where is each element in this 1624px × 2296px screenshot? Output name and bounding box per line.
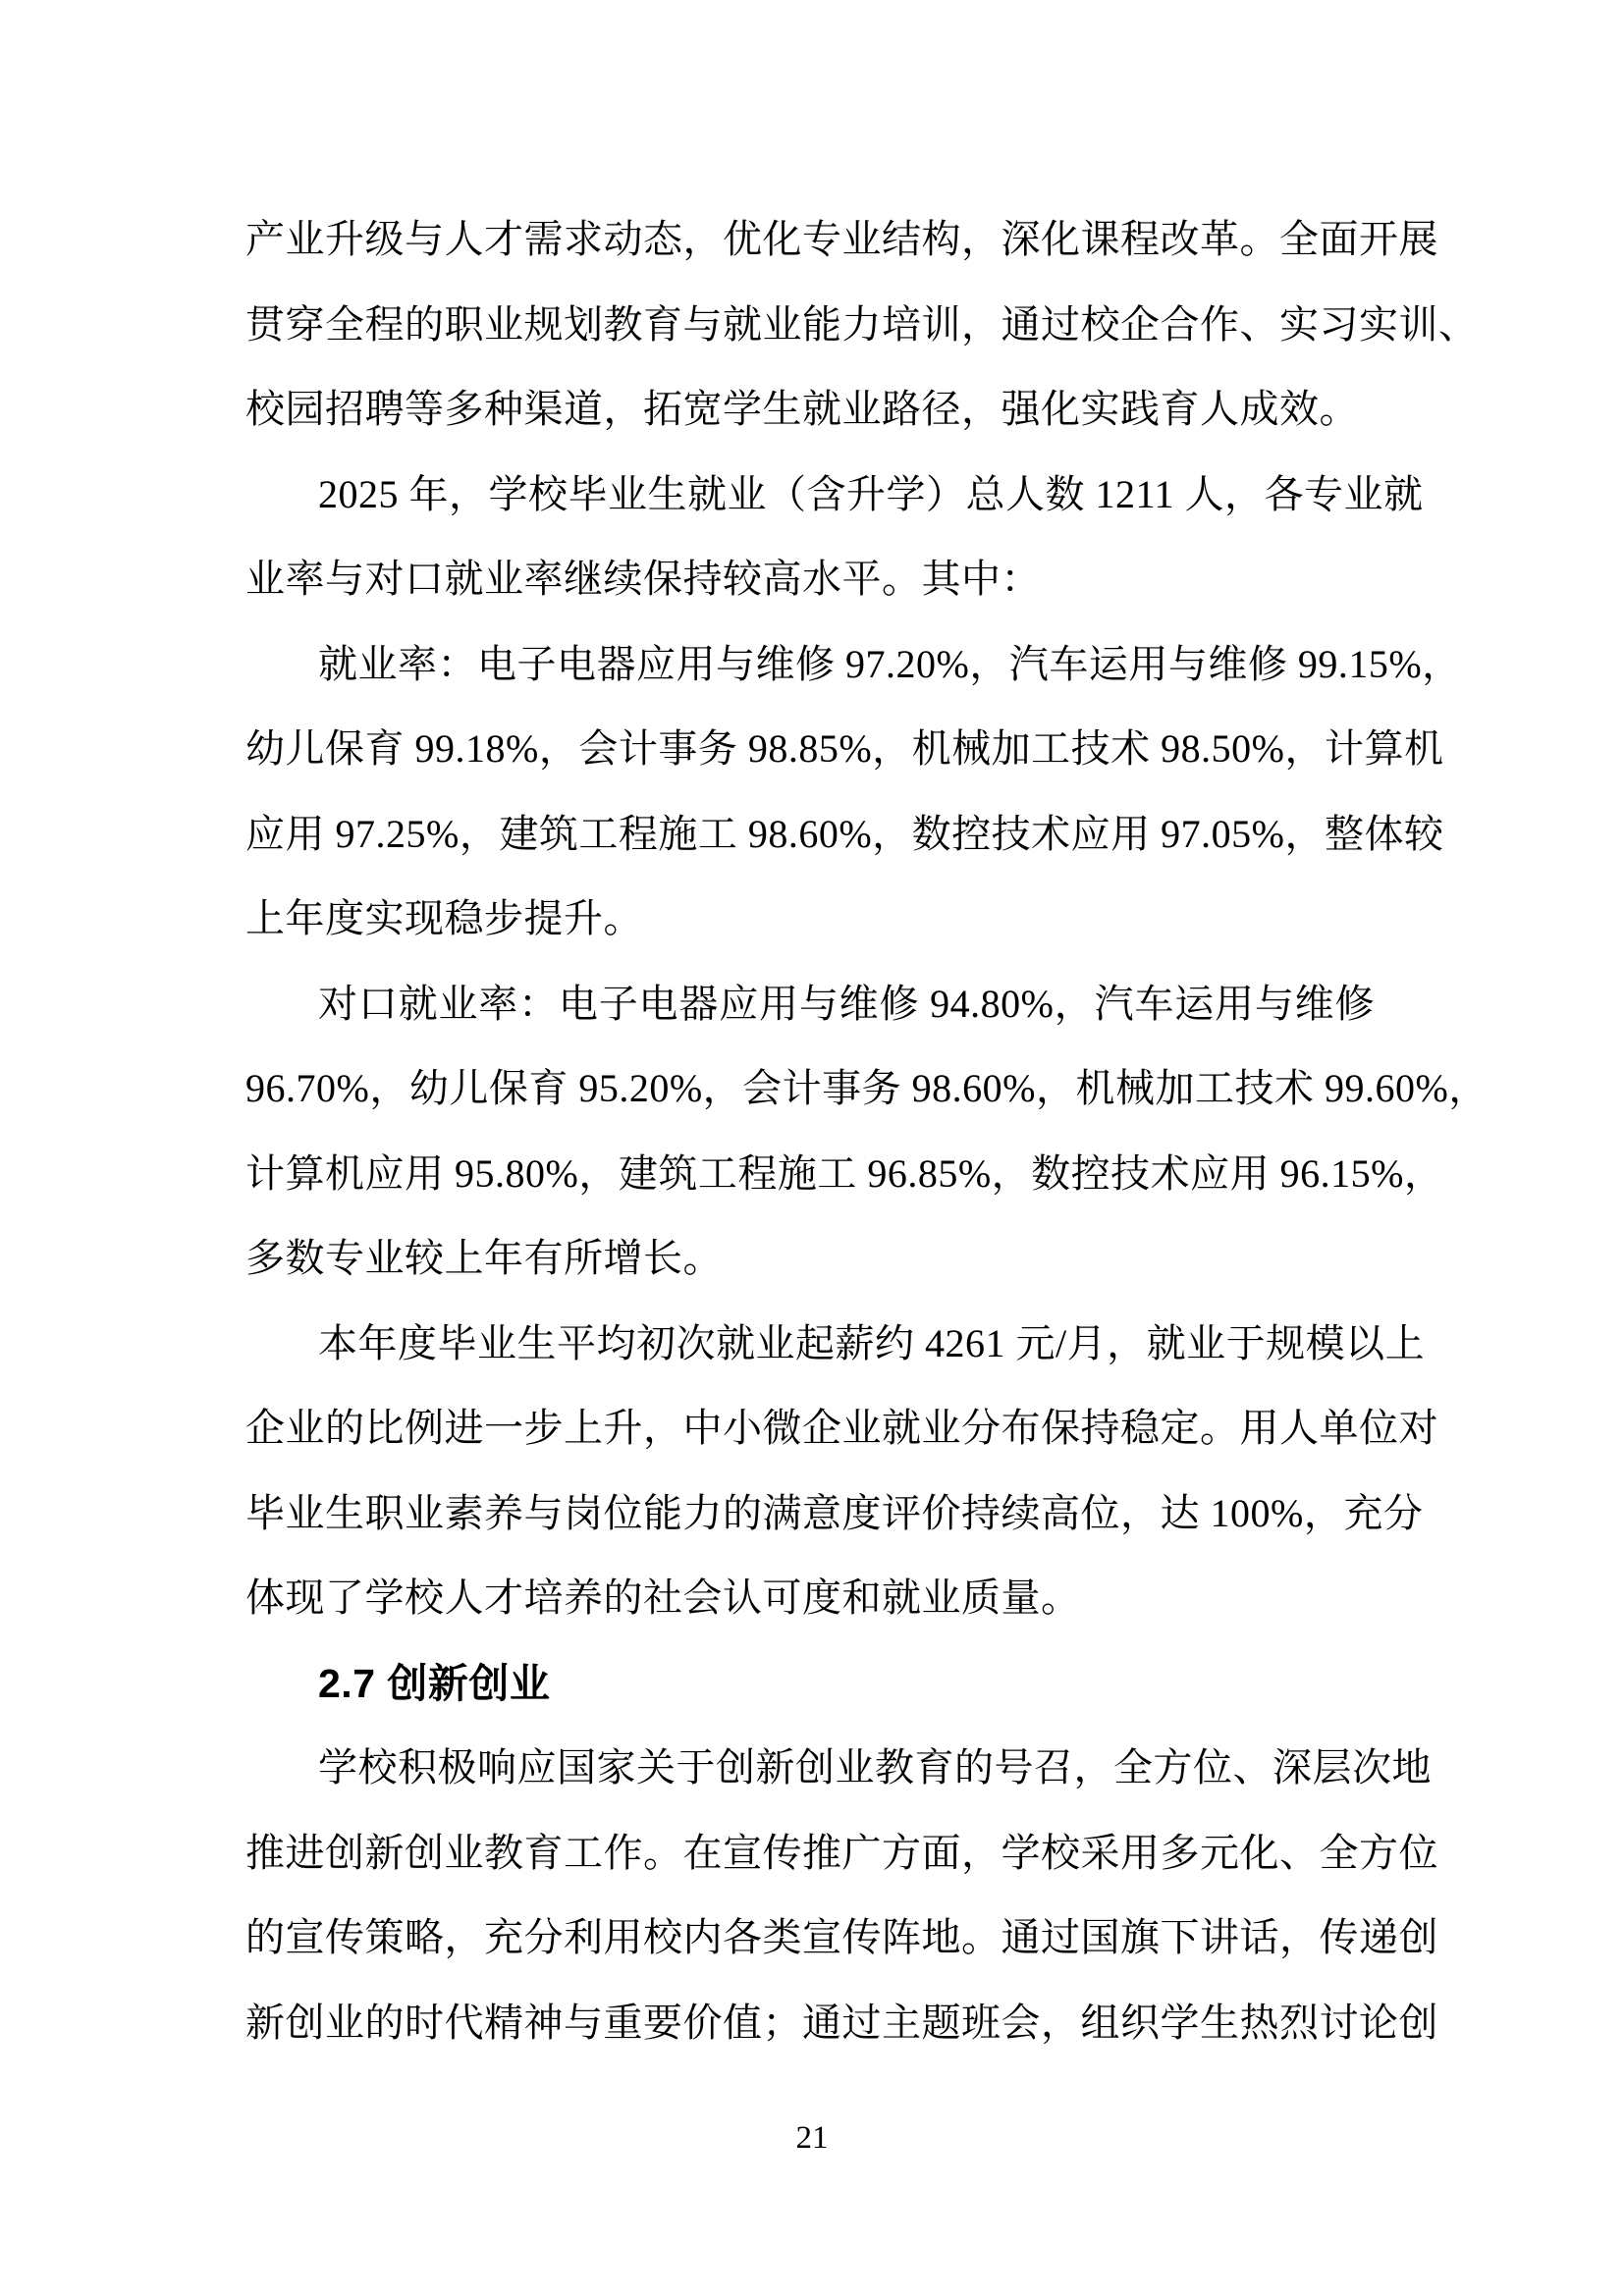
- paragraph-line: 就业率：电子电器应用与维修 97.20%，汽车运用与维修 99.15%，: [318, 641, 1462, 686]
- paragraph-line: 计算机应用 95.80%，建筑工程施工 96.85%，数控技术应用 96.15%，: [245, 1150, 1444, 1196]
- paragraph-line: 应用 97.25%，建筑工程施工 98.60%，数控技术应用 97.05%，整体较: [245, 811, 1444, 856]
- paragraph-line: 多数专业较上年有所增长。: [245, 1236, 723, 1280]
- section-heading-2-7: 2.7 创新创业: [318, 1660, 551, 1706]
- paragraph-line: 产业升级与人才需求动态，优化专业结构，深化课程改革。全面开展: [245, 217, 1438, 261]
- paragraph-line: 本年度毕业生平均初次就业起薪约 4261 元/月，就业于规模以上: [318, 1320, 1426, 1365]
- paragraph-line: 业率与对口就业率继续保持较高水平。其中：: [245, 557, 1041, 601]
- paragraph-line: 学校积极响应国家关于创新创业教育的号召，全方位、深层次地: [318, 1745, 1432, 1789]
- paragraph-line: 上年度实现稳步提升。: [245, 896, 643, 940]
- paragraph-line: 校园招聘等多种渠道，拓宽学生就业路径，强化实践育人成效。: [245, 387, 1359, 431]
- paragraph-line: 毕业生职业素养与岗位能力的满意度评价持续高位，达 100%，充分: [245, 1490, 1424, 1535]
- paragraph-line: 2025 年，学校毕业生就业（含升学）总人数 1211 人，各专业就: [318, 471, 1424, 516]
- paragraph-line: 体现了学校人才培养的社会认可度和就业质量。: [245, 1575, 1081, 1620]
- paragraph-line: 推进创新创业教育工作。在宣传推广方面，学校采用多元化、全方位: [245, 1830, 1438, 1875]
- paragraph-line: 新创业的时代精神与重要价值；通过主题班会，组织学生热烈讨论创: [245, 2000, 1438, 2045]
- paragraph-line: 的宣传策略，充分利用校内各类宣传阵地。通过国旗下讲话，传递创: [245, 1915, 1438, 1959]
- page-number: 21: [795, 2120, 829, 2156]
- paragraph-line: 96.70%，幼儿保育 95.20%，会计事务 98.60%，机械加工技术 99.60%，: [245, 1066, 1489, 1110]
- text-block: [245, 197, 1489, 2065]
- paragraph-line: 幼儿保育 99.18%，会计事务 98.85%，机械加工技术 98.50%，计算机: [245, 726, 1444, 771]
- paragraph-line: 贯穿全程的职业规划教育与就业能力培训，通过校企合作、实习实训、: [245, 301, 1479, 347]
- paragraph-line: 企业的比例进一步上升，中小微企业就业分布保持稳定。用人单位对: [245, 1406, 1438, 1450]
- paragraph-line: 对口就业率：电子电器应用与维修 94.80%，汽车运用与维修: [318, 981, 1375, 1026]
